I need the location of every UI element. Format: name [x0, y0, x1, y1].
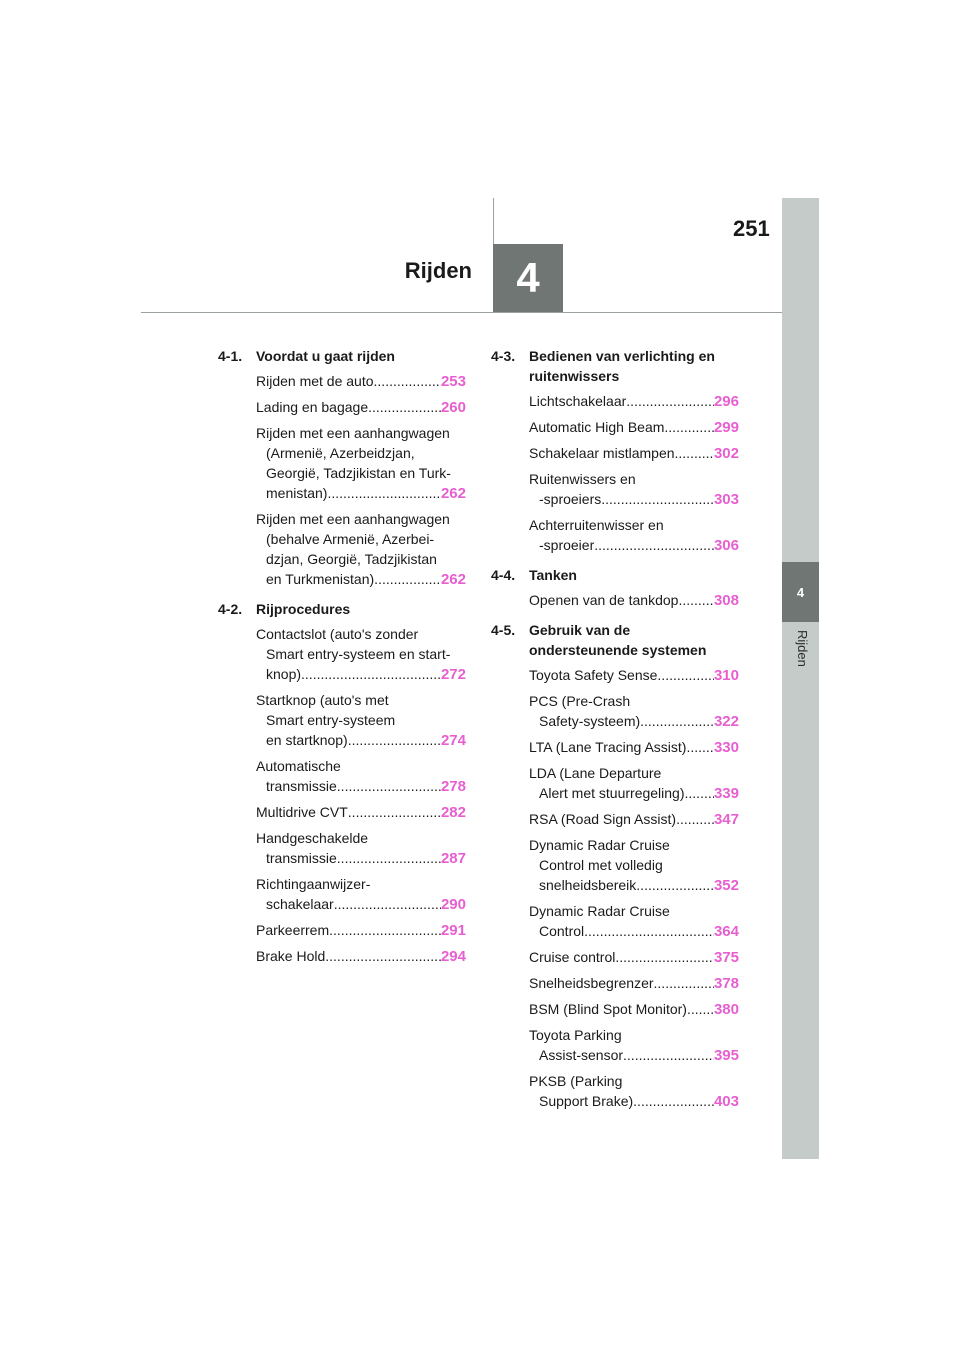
toc-page-link[interactable]: 308 [713, 592, 739, 609]
toc-entry[interactable] [529, 809, 739, 830]
toc-page-link[interactable]: 310 [713, 667, 739, 684]
dot-leader [348, 730, 441, 750]
header-vertical-rule [493, 198, 494, 244]
toc-entry-text: schakelaar [266, 896, 334, 912]
section-title: Gebruik van de ondersteunende systemen [529, 622, 707, 658]
dot-leader [337, 848, 441, 868]
toc-section-heading [491, 346, 739, 386]
toc-entry-text: Georgië, Tadzjikistan en Turk- [266, 465, 451, 481]
toc-left-column [218, 346, 466, 976]
toc-entry-text: Toyota Safety Sense [529, 667, 658, 683]
dot-leader [325, 946, 441, 966]
toc-entry-text: Smart entry-systeem [266, 712, 396, 728]
toc-page-link[interactable]: 330 [713, 739, 739, 756]
dot-leader [675, 443, 714, 463]
toc-entry-text: Rijden met de auto [256, 373, 374, 389]
toc-entry[interactable] [529, 691, 739, 732]
toc-entry[interactable] [529, 835, 739, 896]
toc-entry-text: Openen van de tankdop [529, 592, 679, 608]
toc-entry-text: Assist-sensor [539, 1047, 624, 1063]
toc-page-link[interactable]: 262 [440, 485, 466, 502]
page-number: 251 [733, 216, 770, 241]
dot-leader [348, 802, 441, 822]
chapter-number-box: 4 [493, 244, 563, 312]
section-number: 4-1. [218, 348, 243, 364]
toc-entry[interactable] [529, 999, 739, 1020]
toc-entry-text: (behalve Armenië, Azerbei- [266, 531, 435, 547]
toc-entry[interactable] [256, 423, 466, 504]
section-number: 4-4. [491, 567, 516, 583]
toc-entry-text: Richtingaanwijzer- [256, 876, 371, 892]
dot-leader [329, 920, 441, 940]
toc-entry[interactable] [256, 690, 466, 751]
toc-entry-text: dzjan, Georgië, Tadzjikistan [266, 551, 437, 567]
section-title: Voordat u gaat rijden [256, 348, 395, 364]
side-chapter-tab[interactable]: 4 [782, 562, 819, 622]
toc-entry[interactable] [529, 1071, 739, 1112]
toc-entry[interactable] [529, 515, 739, 556]
toc-entry[interactable] [529, 973, 739, 994]
toc-entry-text: Lichtschakelaar [529, 393, 627, 409]
toc-right-column [491, 346, 739, 1121]
toc-page-link[interactable]: 395 [713, 1047, 739, 1064]
toc-entry[interactable] [529, 391, 739, 412]
toc-page-link[interactable]: 287 [440, 850, 466, 867]
toc-page-link[interactable]: 278 [440, 778, 466, 795]
toc-section [218, 346, 466, 590]
toc-page-link[interactable]: 272 [440, 666, 466, 683]
toc-entry-text: Multidrive CVT [256, 804, 348, 820]
toc-entry-text: en startknop) [266, 732, 348, 748]
toc-entry[interactable] [529, 417, 739, 438]
toc-entry-text: Support Brake) [539, 1093, 634, 1109]
dot-leader [678, 590, 714, 610]
section-title: Tanken [529, 567, 577, 583]
dot-leader [633, 1091, 714, 1111]
toc-entry[interactable] [529, 763, 739, 804]
toc-entry-text: Rijden met een aanhangwagen [256, 511, 450, 527]
toc-page-link[interactable]: 378 [713, 975, 739, 992]
toc-entry-text: Achterruitenwisser en [529, 517, 664, 533]
toc-entry-text: -sproeier [539, 537, 595, 553]
chapter-title: Rijden [404, 258, 472, 283]
toc-entry-text: Toyota Parking [529, 1027, 622, 1043]
dot-leader [334, 894, 441, 914]
dot-leader [374, 569, 441, 589]
section-title: Bedienen van verlichting en ruitenwissers [529, 348, 715, 384]
toc-section-heading [491, 565, 739, 585]
toc-section [491, 565, 739, 611]
toc-entry-text: en Turkmenistan) [266, 571, 375, 587]
toc-page-link[interactable]: 299 [713, 419, 739, 436]
dot-leader [594, 535, 714, 555]
toc-page-link[interactable]: 296 [713, 393, 739, 410]
toc-entry[interactable] [529, 1025, 739, 1066]
toc-section [491, 346, 739, 556]
toc-entry[interactable] [256, 828, 466, 869]
toc-page-link[interactable]: 339 [713, 785, 739, 802]
toc-entry-text: Safety-systeem) [539, 713, 641, 729]
dot-leader [615, 947, 714, 967]
toc-entry[interactable] [529, 443, 739, 464]
section-title: Rijprocedures [256, 601, 351, 617]
toc-page-link[interactable]: 291 [440, 922, 466, 939]
toc-section-heading [491, 620, 739, 660]
toc-page-link[interactable]: 380 [713, 1001, 739, 1018]
toc-entry[interactable] [256, 946, 466, 967]
toc-entry-text: Snelheidsbegrenzer [529, 975, 654, 991]
toc-entry-text: Smart entry-systeem en start- [266, 646, 451, 662]
dot-leader [654, 973, 714, 993]
toc-entry-text: transmissie [266, 850, 337, 866]
toc-page-link[interactable]: 375 [713, 949, 739, 966]
toc-entry-text: LDA (Lane Departure [529, 765, 662, 781]
toc-page-link[interactable]: 260 [440, 399, 466, 416]
toc-entry[interactable] [529, 590, 739, 611]
toc-entry-text: Ruitenwissers en [529, 471, 636, 487]
dot-leader [685, 783, 714, 803]
toc-page-link[interactable]: 364 [713, 923, 739, 940]
toc-entry-text: Handgeschakelde [256, 830, 369, 846]
toc-entry-text: Parkeerrem [256, 922, 330, 938]
toc-entry-text: Contactslot (auto's zonder [256, 626, 419, 642]
toc-entry-text: Dynamic Radar Cruise [529, 903, 670, 919]
toc-page-link[interactable]: 322 [713, 713, 739, 730]
toc-entry-text: Automatic High Beam [529, 419, 665, 435]
toc-entry[interactable] [256, 920, 466, 941]
toc-entry-text: Cruise control [529, 949, 616, 965]
toc-entry[interactable] [256, 756, 466, 797]
toc-entry[interactable] [256, 397, 466, 418]
toc-entry-text: -sproeiers [539, 491, 602, 507]
section-number: 4-3. [491, 348, 516, 364]
toc-entry[interactable] [256, 509, 466, 590]
dot-leader [640, 711, 714, 731]
toc-page-link[interactable]: 347 [713, 811, 739, 828]
side-chapter-label: Rijden [795, 630, 810, 667]
dot-leader [657, 665, 714, 685]
dot-leader [584, 921, 714, 941]
toc-entry-text: PCS (Pre-Crash [529, 693, 631, 709]
toc-entry-text: Dynamic Radar Cruise [529, 837, 670, 853]
toc-entry-text: PKSB (Parking [529, 1073, 623, 1089]
toc-section-heading [218, 346, 466, 366]
toc-page-link[interactable]: 303 [713, 491, 739, 508]
toc-entry-text: Control [539, 923, 585, 939]
toc-entry[interactable] [529, 737, 739, 758]
dot-leader [337, 776, 441, 796]
dot-leader [636, 875, 714, 895]
toc-page-link[interactable]: 290 [440, 896, 466, 913]
toc-page-link[interactable]: 274 [440, 732, 466, 749]
toc-entry[interactable] [256, 802, 466, 823]
dot-leader [664, 417, 714, 437]
toc-section [491, 620, 739, 1112]
toc-entry[interactable] [529, 665, 739, 686]
dot-leader [623, 1045, 714, 1065]
dot-leader [368, 397, 441, 417]
toc-page-link[interactable]: 302 [713, 445, 739, 462]
dot-leader [626, 391, 714, 411]
toc-entry-text: Control met volledig [539, 857, 663, 873]
header-horizontal-rule [141, 312, 782, 313]
toc-entry-text: Rijden met een aanhangwagen [256, 425, 450, 441]
toc-entry-text: Brake Hold [256, 948, 326, 964]
toc-page-link[interactable]: 282 [440, 804, 466, 821]
toc-entry-text: Lading en bagage [256, 399, 369, 415]
dot-leader [687, 999, 714, 1019]
toc-entry-text: menistan) [266, 485, 328, 501]
toc-entry-text: knop) [266, 666, 302, 682]
toc-entry-text: Alert met stuurregeling) [539, 785, 685, 801]
toc-entry[interactable] [256, 371, 466, 392]
toc-page-link[interactable]: 306 [713, 537, 739, 554]
toc-section-heading [218, 599, 466, 619]
dot-leader [676, 809, 714, 829]
toc-entry-text: Startknop (auto's met [256, 692, 389, 708]
dot-leader [686, 737, 714, 757]
toc-page-link[interactable]: 352 [713, 877, 739, 894]
toc-entry[interactable] [529, 469, 739, 510]
toc-entry[interactable] [529, 947, 739, 968]
toc-entry[interactable] [256, 624, 466, 685]
toc-section [218, 599, 466, 967]
toc-entry-text: BSM (Blind Spot Monitor) [529, 1001, 687, 1017]
toc-entry-text: (Armenië, Azerbeidzjan, [266, 445, 415, 461]
toc-page-link[interactable]: 294 [440, 948, 466, 965]
toc-page-link[interactable]: 253 [440, 373, 466, 390]
toc-entry-text: RSA (Road Sign Assist) [529, 811, 677, 827]
toc-entry-text: Automatische [256, 758, 341, 774]
toc-entry[interactable] [529, 901, 739, 942]
toc-entry-text: snelheidsbereik [539, 877, 637, 893]
dot-leader [301, 664, 441, 684]
toc-page-link[interactable]: 403 [713, 1093, 739, 1110]
toc-entry-text: LTA (Lane Tracing Assist) [529, 739, 687, 755]
toc-entry[interactable] [256, 874, 466, 915]
dot-leader [374, 371, 441, 391]
toc-entry-text: transmissie [266, 778, 337, 794]
section-number: 4-5. [491, 622, 516, 638]
dot-leader [327, 483, 441, 503]
toc-entry-text: Schakelaar mistlampen [529, 445, 675, 461]
section-number: 4-2. [218, 601, 243, 617]
toc-page-link[interactable]: 262 [440, 571, 466, 588]
dot-leader [601, 489, 714, 509]
